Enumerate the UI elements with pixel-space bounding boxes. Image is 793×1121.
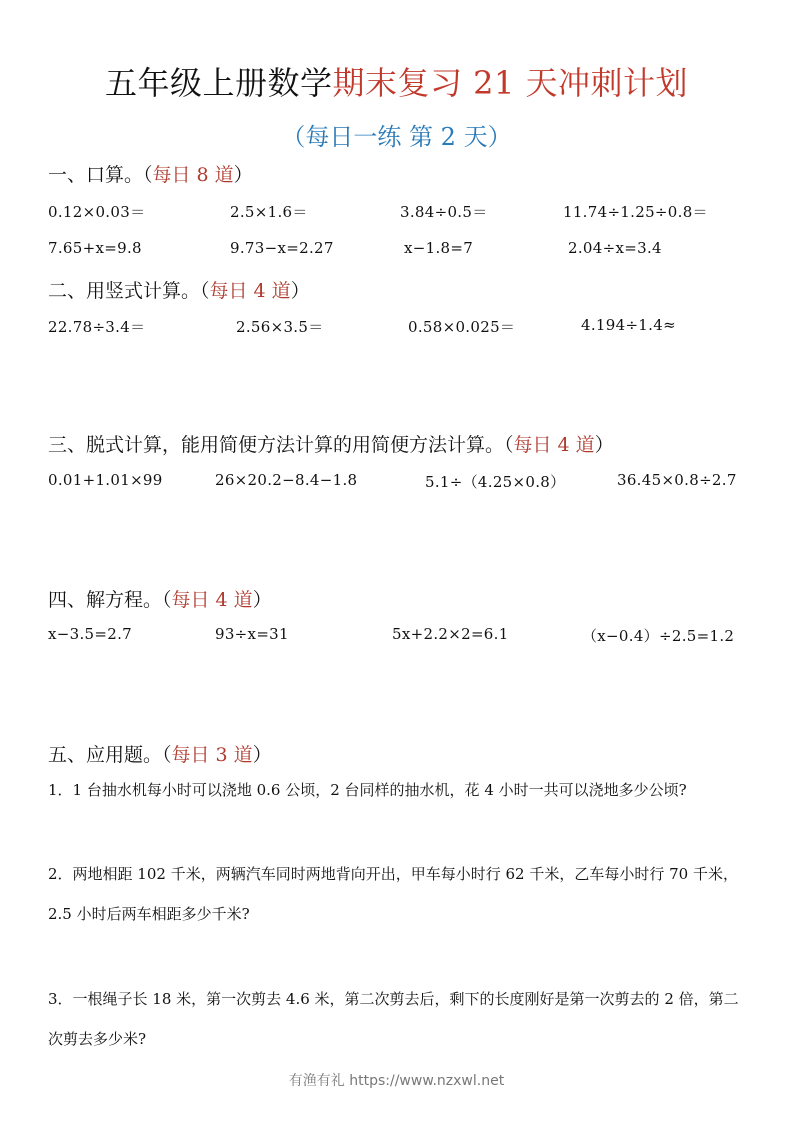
section-heading-5: [48, 740, 272, 767]
section-5-tag: 每日 3 道: [171, 744, 253, 766]
section-1-head: 一、口算。（: [48, 164, 153, 186]
problem: 9.73−x=2.27: [230, 239, 334, 257]
problem: 4.194÷1.4≈: [581, 316, 676, 334]
section-5-tail: ）: [252, 744, 272, 766]
problem: 0.01+1.01×99: [48, 471, 163, 489]
word-problem-3: 3．一根绳子长 18 米，第一次剪去 4.6 米，第二次剪去后，剩下的长度刚好是第一次剪去的 2 倍，第二次剪去多少米?: [48, 990, 739, 1048]
section-3-head: 三、脱式计算，能用简便方法计算的用简便方法计算。（: [48, 434, 514, 456]
section-4-tag: 每日 4 道: [171, 589, 253, 611]
title-main: 五年级上册数学: [104, 64, 333, 102]
problem: 2.5×1.6＝: [230, 203, 308, 221]
problem: 22.78÷3.4＝: [48, 318, 146, 336]
problem: 93÷x=31: [215, 625, 289, 643]
page-title: [0, 58, 793, 104]
problem: 3.84÷0.5＝: [400, 203, 488, 221]
section-1-tag: 每日 8 道: [152, 164, 234, 186]
problem: 5.1÷（4.25×0.8）: [425, 473, 566, 491]
problem: x−1.8=7: [404, 239, 474, 257]
section-heading-3: [48, 430, 614, 457]
problem: 36.45×0.8÷2.7: [617, 471, 737, 489]
section-2-tag: 每日 4 道: [209, 280, 291, 302]
problem: x−3.5=2.7: [48, 625, 133, 643]
problem: 7.65+x=9.8: [48, 239, 142, 257]
footer-watermark: 有渔有礼 https://www.nzxwl.net: [288, 1073, 505, 1089]
problem: 2.56×3.5＝: [236, 318, 324, 336]
page-subtitle: （每日一练 第 2 天）: [281, 123, 512, 151]
section-4-tail: ）: [252, 589, 272, 611]
problem: 2.04÷x=3.4: [568, 239, 662, 257]
section-5-head: 五、应用题。（: [48, 744, 172, 766]
section-2-tail: ）: [290, 280, 310, 302]
problem: （x−0.4）÷2.5=1.2: [582, 627, 735, 645]
section-3-tag: 每日 4 道: [513, 434, 595, 456]
problem: 5x+2.2×2=6.1: [392, 625, 509, 643]
problem: 11.74÷1.25÷0.8＝: [563, 203, 708, 221]
word-problem-1: 1．1 台抽水机每小时可以浇地 0.6 公顷，2 台同样的抽水机，花 4 小时一共可以浇地多少公顷?: [48, 781, 687, 799]
problem: 0.58×0.025＝: [408, 318, 516, 336]
section-heading-4: [48, 585, 272, 612]
problem: 0.12×0.03＝: [48, 203, 146, 221]
word-problem-2: 2．两地相距 102 千米，两辆汽车同时两地背向开出，甲车每小时行 62 千米，乙车每小时行 70 千米，2.5 小时后两车相距多少千米?: [48, 865, 738, 923]
section-3-tail: ）: [594, 434, 614, 456]
section-4-head: 四、解方程。（: [48, 589, 172, 611]
section-2-head: 二、用竖式计算。（: [48, 280, 210, 302]
section-heading-1: [48, 160, 253, 187]
title-highlight: 期末复习 21 天冲刺计划: [332, 64, 689, 102]
section-heading-2: [48, 276, 310, 303]
section-1-tail: ）: [233, 164, 253, 186]
problem: 26×20.2−8.4−1.8: [215, 471, 358, 489]
